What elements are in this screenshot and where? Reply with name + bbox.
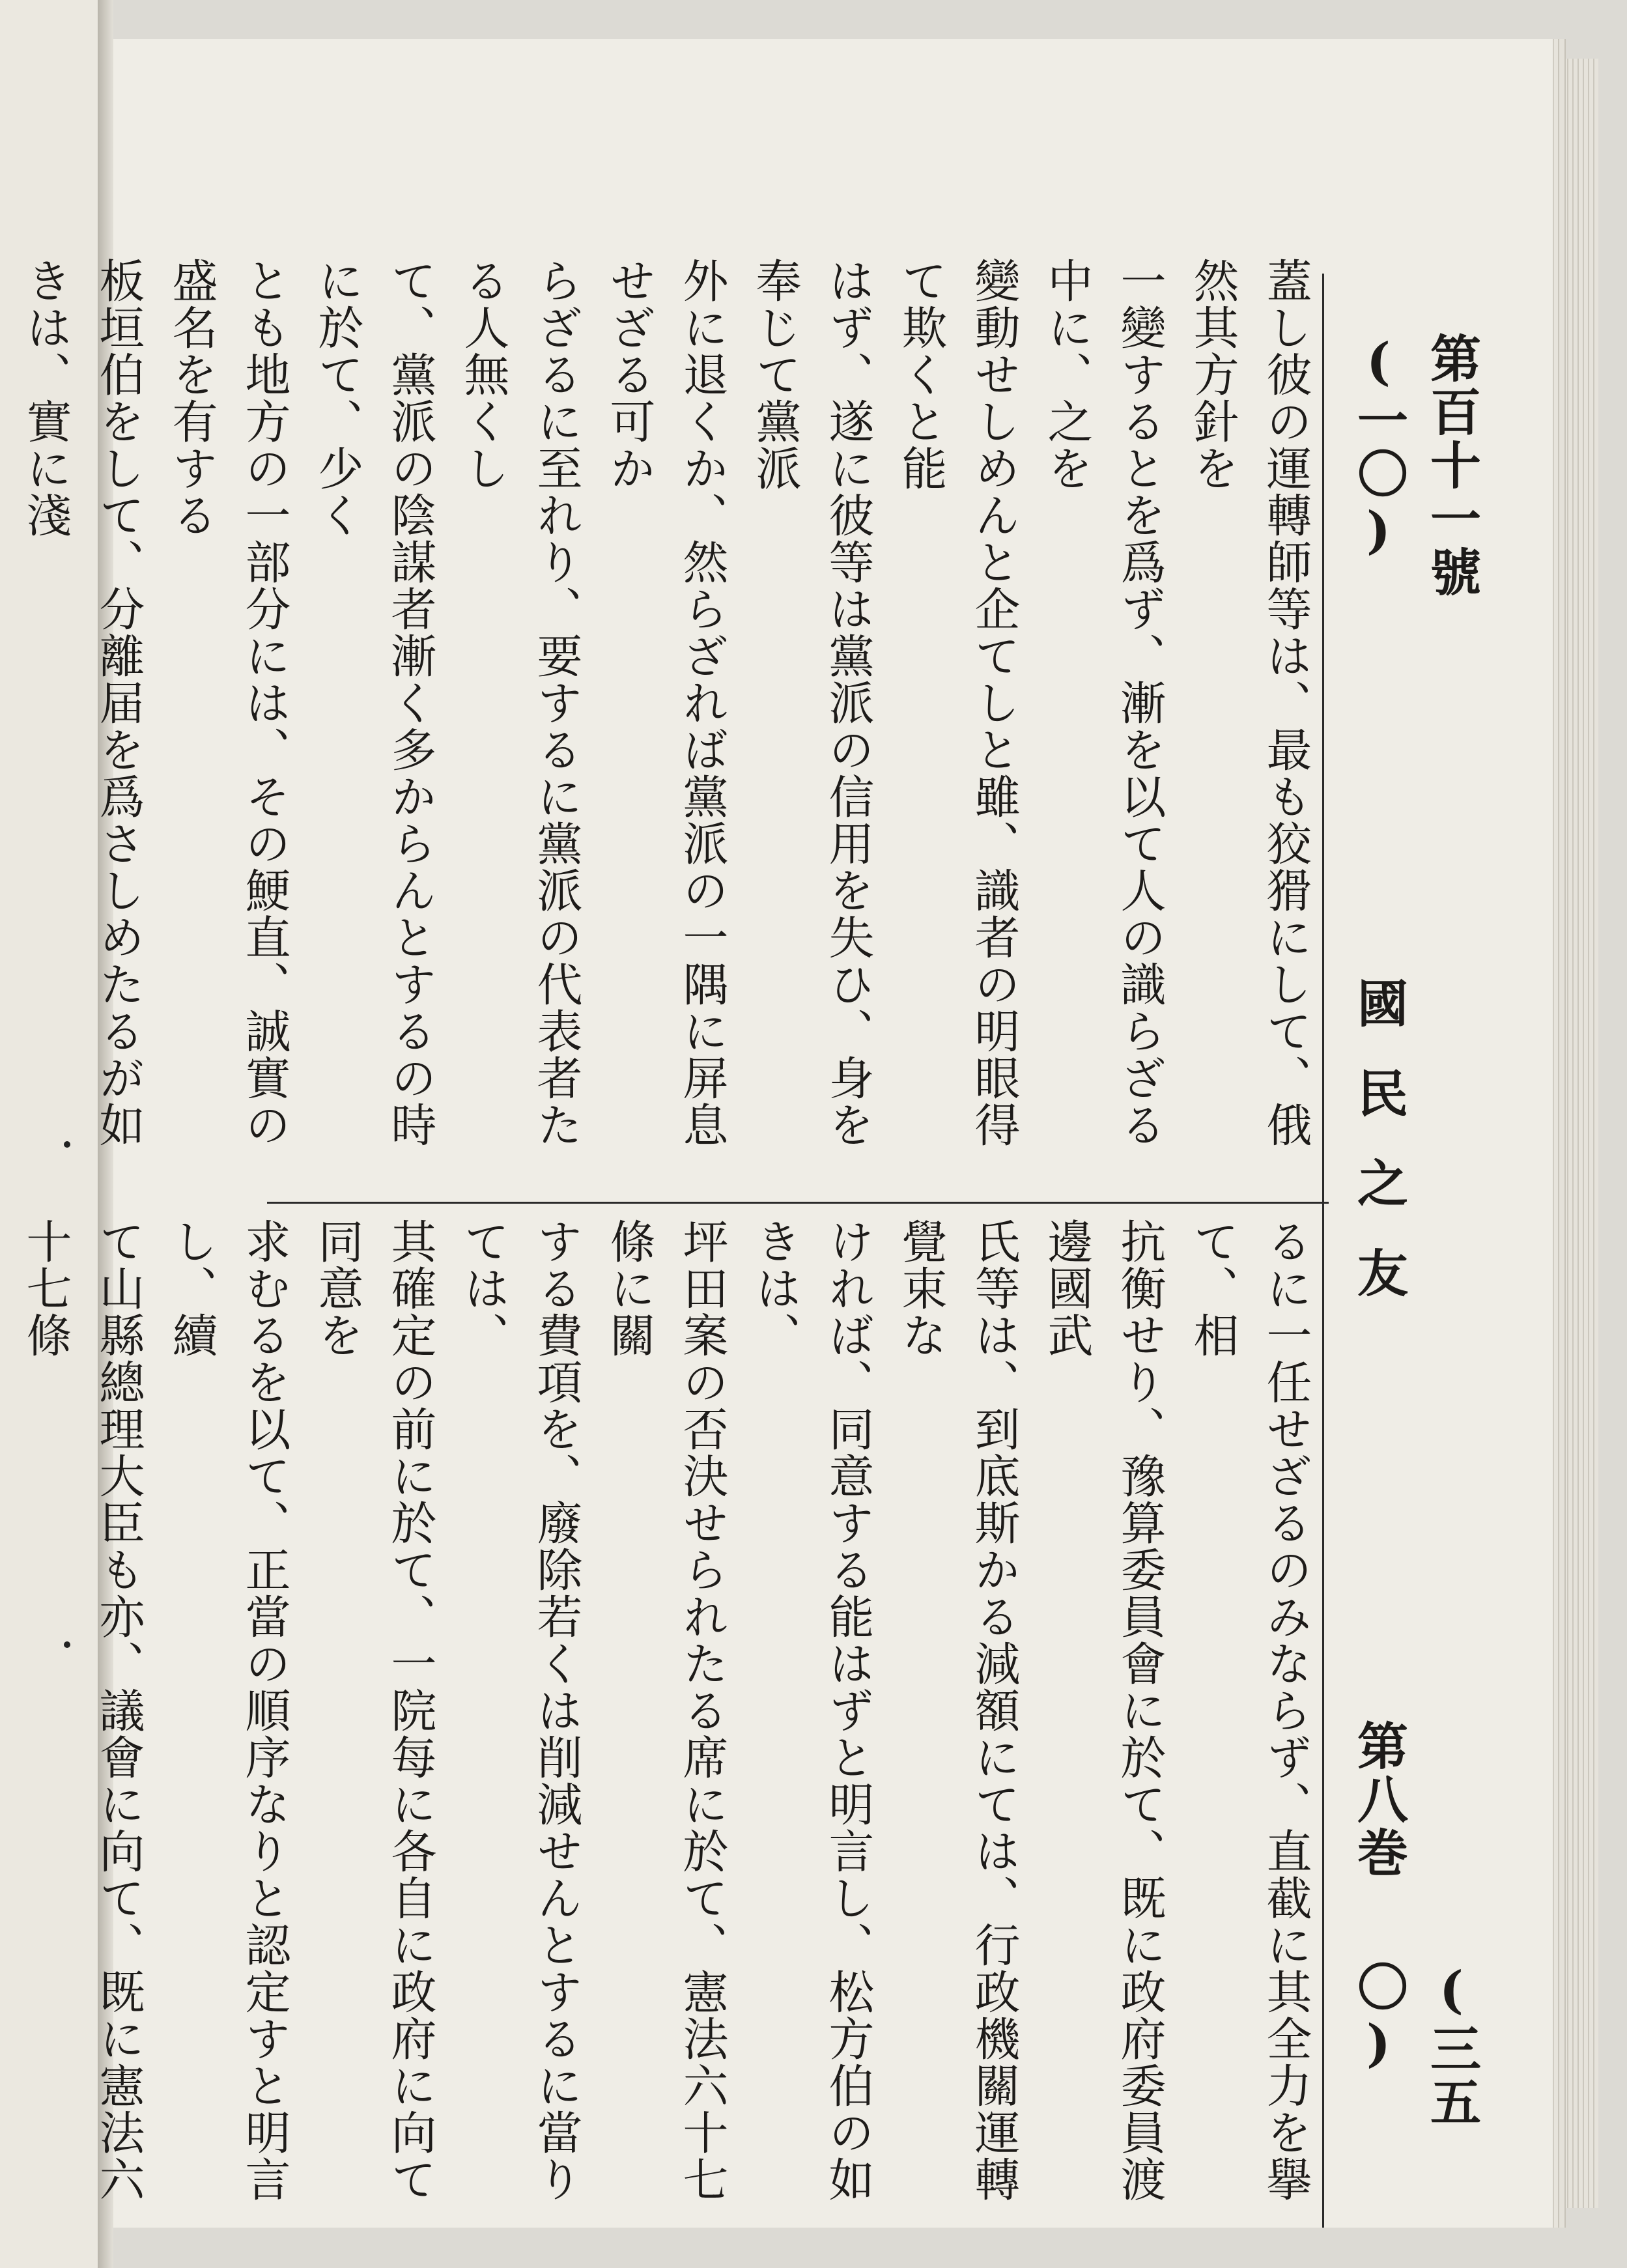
- text-column: する費項を、廢除若くは削減せんとするに當りては、: [457, 1218, 583, 2203]
- section-divider: [267, 1202, 1329, 1204]
- text-column: はず、遂に彼等は黨派の信用を失ひ、身を奉じて黨派: [748, 257, 875, 1148]
- volume-number: 第八巻: [1349, 1720, 1408, 1880]
- text-column: 其確定の前に於て、一院每に各自に政府に向て同意を: [311, 1218, 437, 2203]
- text-column: らざるに至れり、要するに黨派の代表者たる人無くし: [457, 257, 583, 1148]
- text-column: 外に退くか、然らざれば黨派の一隅に屏息せざる可か: [602, 257, 729, 1148]
- page-edges: [1553, 59, 1598, 2208]
- bottom-text-block: [19, 1218, 1322, 2234]
- text-column: 抗衡せり、豫算委員會に於て、既に政府委員渡邊國武: [1040, 1218, 1167, 2203]
- issue-number: 第百十一號 (一〇): [1349, 332, 1481, 599]
- text-column: ければ、同意する能はずと明言し、松方伯の如きは、: [748, 1218, 875, 2203]
- page-number: (三五〇): [1349, 1961, 1481, 2129]
- margin-mark: [64, 1641, 70, 1648]
- text-column: 一變するとを爲ず、漸を以て人の識らざる中に、之を: [1040, 257, 1167, 1148]
- text-column: とも地方の一部分には、その鯁直、誠實の盛名を有する: [165, 257, 291, 1148]
- text-column: 坪田案の否決せられたる席に於て、憲法六十七條に關: [602, 1218, 729, 2203]
- text-column: 求むるを以て、正當の順序なりと認定すと明言し、續: [165, 1218, 291, 2203]
- margin-mark: [64, 1141, 70, 1148]
- text-column: [0, 1218, 9, 2234]
- header-rule: [1322, 274, 1324, 2228]
- text-column: 變動せしめんと企てしと雖、識者の明眼得て欺くと能: [894, 257, 1021, 1148]
- text-column: て山縣總理大臣も亦、議會に向て、既に憲法六十七條: [19, 1218, 145, 2203]
- text-column: るに一任せざるのみならず、直截に其全力を擧て、相: [1186, 1218, 1312, 2203]
- text-column: 板垣伯をして、分離届を爲さしめたるが如きは、實に淺: [19, 257, 145, 1148]
- text-column: 蓋し彼の運轉師等は、最も狡猾にして、俄然其方針を: [1186, 257, 1312, 1148]
- text-column: て、黨派の陰謀者漸く多からんとするの時に於て、少く: [311, 257, 437, 1148]
- text-column: 氏等は、到底斯かる減額にては、行政機關運轉覺束な: [894, 1218, 1021, 2203]
- top-text-block: [19, 257, 1322, 1189]
- magazine-title: 國民之友: [1349, 977, 1408, 1337]
- text-column: [0, 257, 9, 1189]
